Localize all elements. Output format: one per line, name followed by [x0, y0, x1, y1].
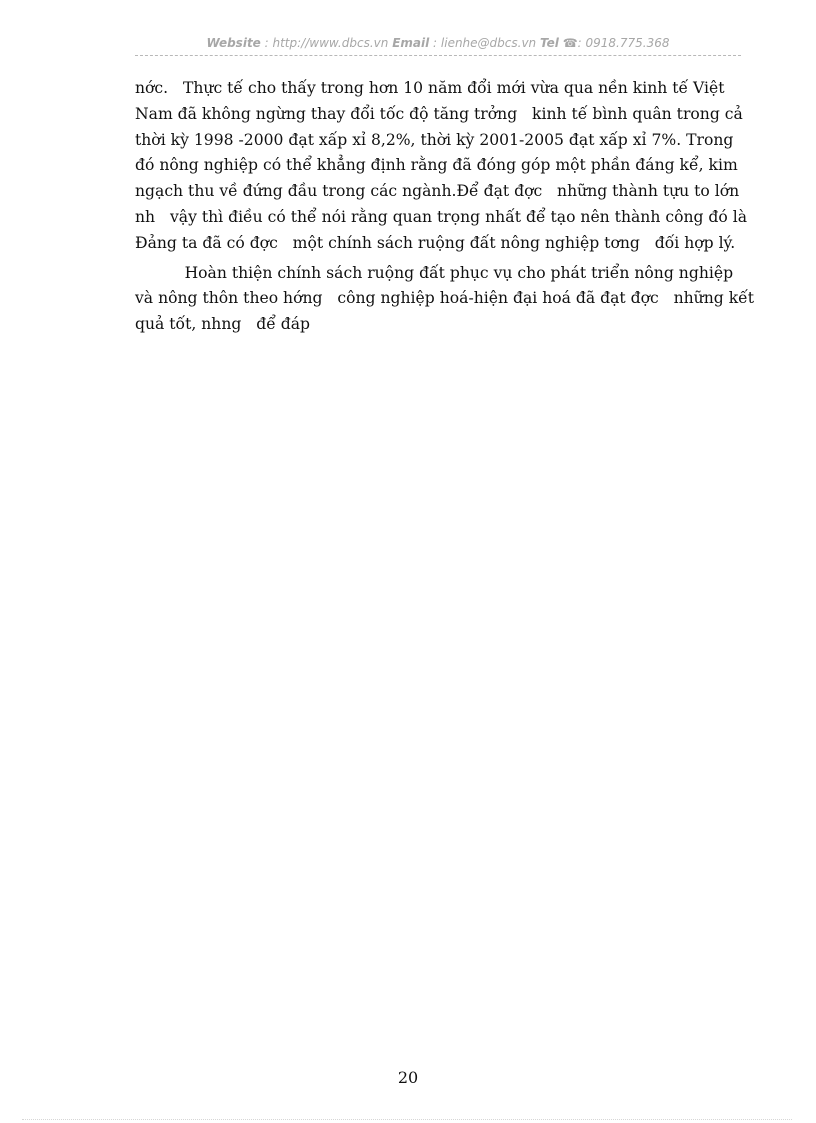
text-line: đó nông nghiệp có thể khẳng định rằng đã đóng góp một phần đáng kể, kim [135, 156, 738, 175]
text-line: Nam đã không ngừng thay đổi tốc độ tăng trởng kinh tế bình quân trong cả [135, 104, 743, 123]
email-value: : lienhe@dbcs.vn [433, 36, 537, 50]
email-label: Email [392, 36, 430, 50]
page-number: 20 [397, 1068, 419, 1087]
page-header [135, 36, 741, 50]
tel-value: : 0918.775.368 [577, 36, 670, 50]
footer-divider [22, 1119, 792, 1120]
tel-label: Tel [539, 36, 559, 50]
telephone-icon: ☎ [562, 36, 578, 50]
website-value: : http://www.dbcs.vn [264, 36, 389, 50]
text-line: thời kỳ 1998 -2000 đạt xấp xỉ 8,2%, thời kỳ 2001-2005 đạt xấp xỉ 7%. Trong [135, 130, 734, 149]
text-line: nớc. Thực tế cho thấy trong hơn 10 năm đổi mới vừa qua nền kinh tế Việt [135, 79, 725, 97]
document-body [135, 76, 755, 338]
paragraph-1 [135, 76, 748, 257]
text-line: nh vậy thì điều có thể nói rằng quan trọng nhất để tạo nên thành công đó là [135, 207, 748, 226]
text-line: ngạch thu về đứng đầu trong các ngành.Để đạt đợc những thành tựu to lớn [135, 182, 740, 201]
text-line: Hoàn thiện chính sách ruộng đất phục vụ cho phát triển nông nghiệp [135, 263, 734, 282]
text-line: quả tốt, nhng để đáp [135, 315, 311, 334]
text-line: Đảng ta đã có đợc một chính sách ruộng đất nông nghiệp tơng đối hợp lý. [135, 233, 736, 252]
header-divider [135, 55, 741, 56]
paragraph-2 [135, 261, 755, 338]
website-label: Website [206, 36, 261, 50]
text-line: và nông thôn theo hớng công nghiệp hoá-hiện đại hoá đã đạt đợc những kết [135, 289, 755, 308]
